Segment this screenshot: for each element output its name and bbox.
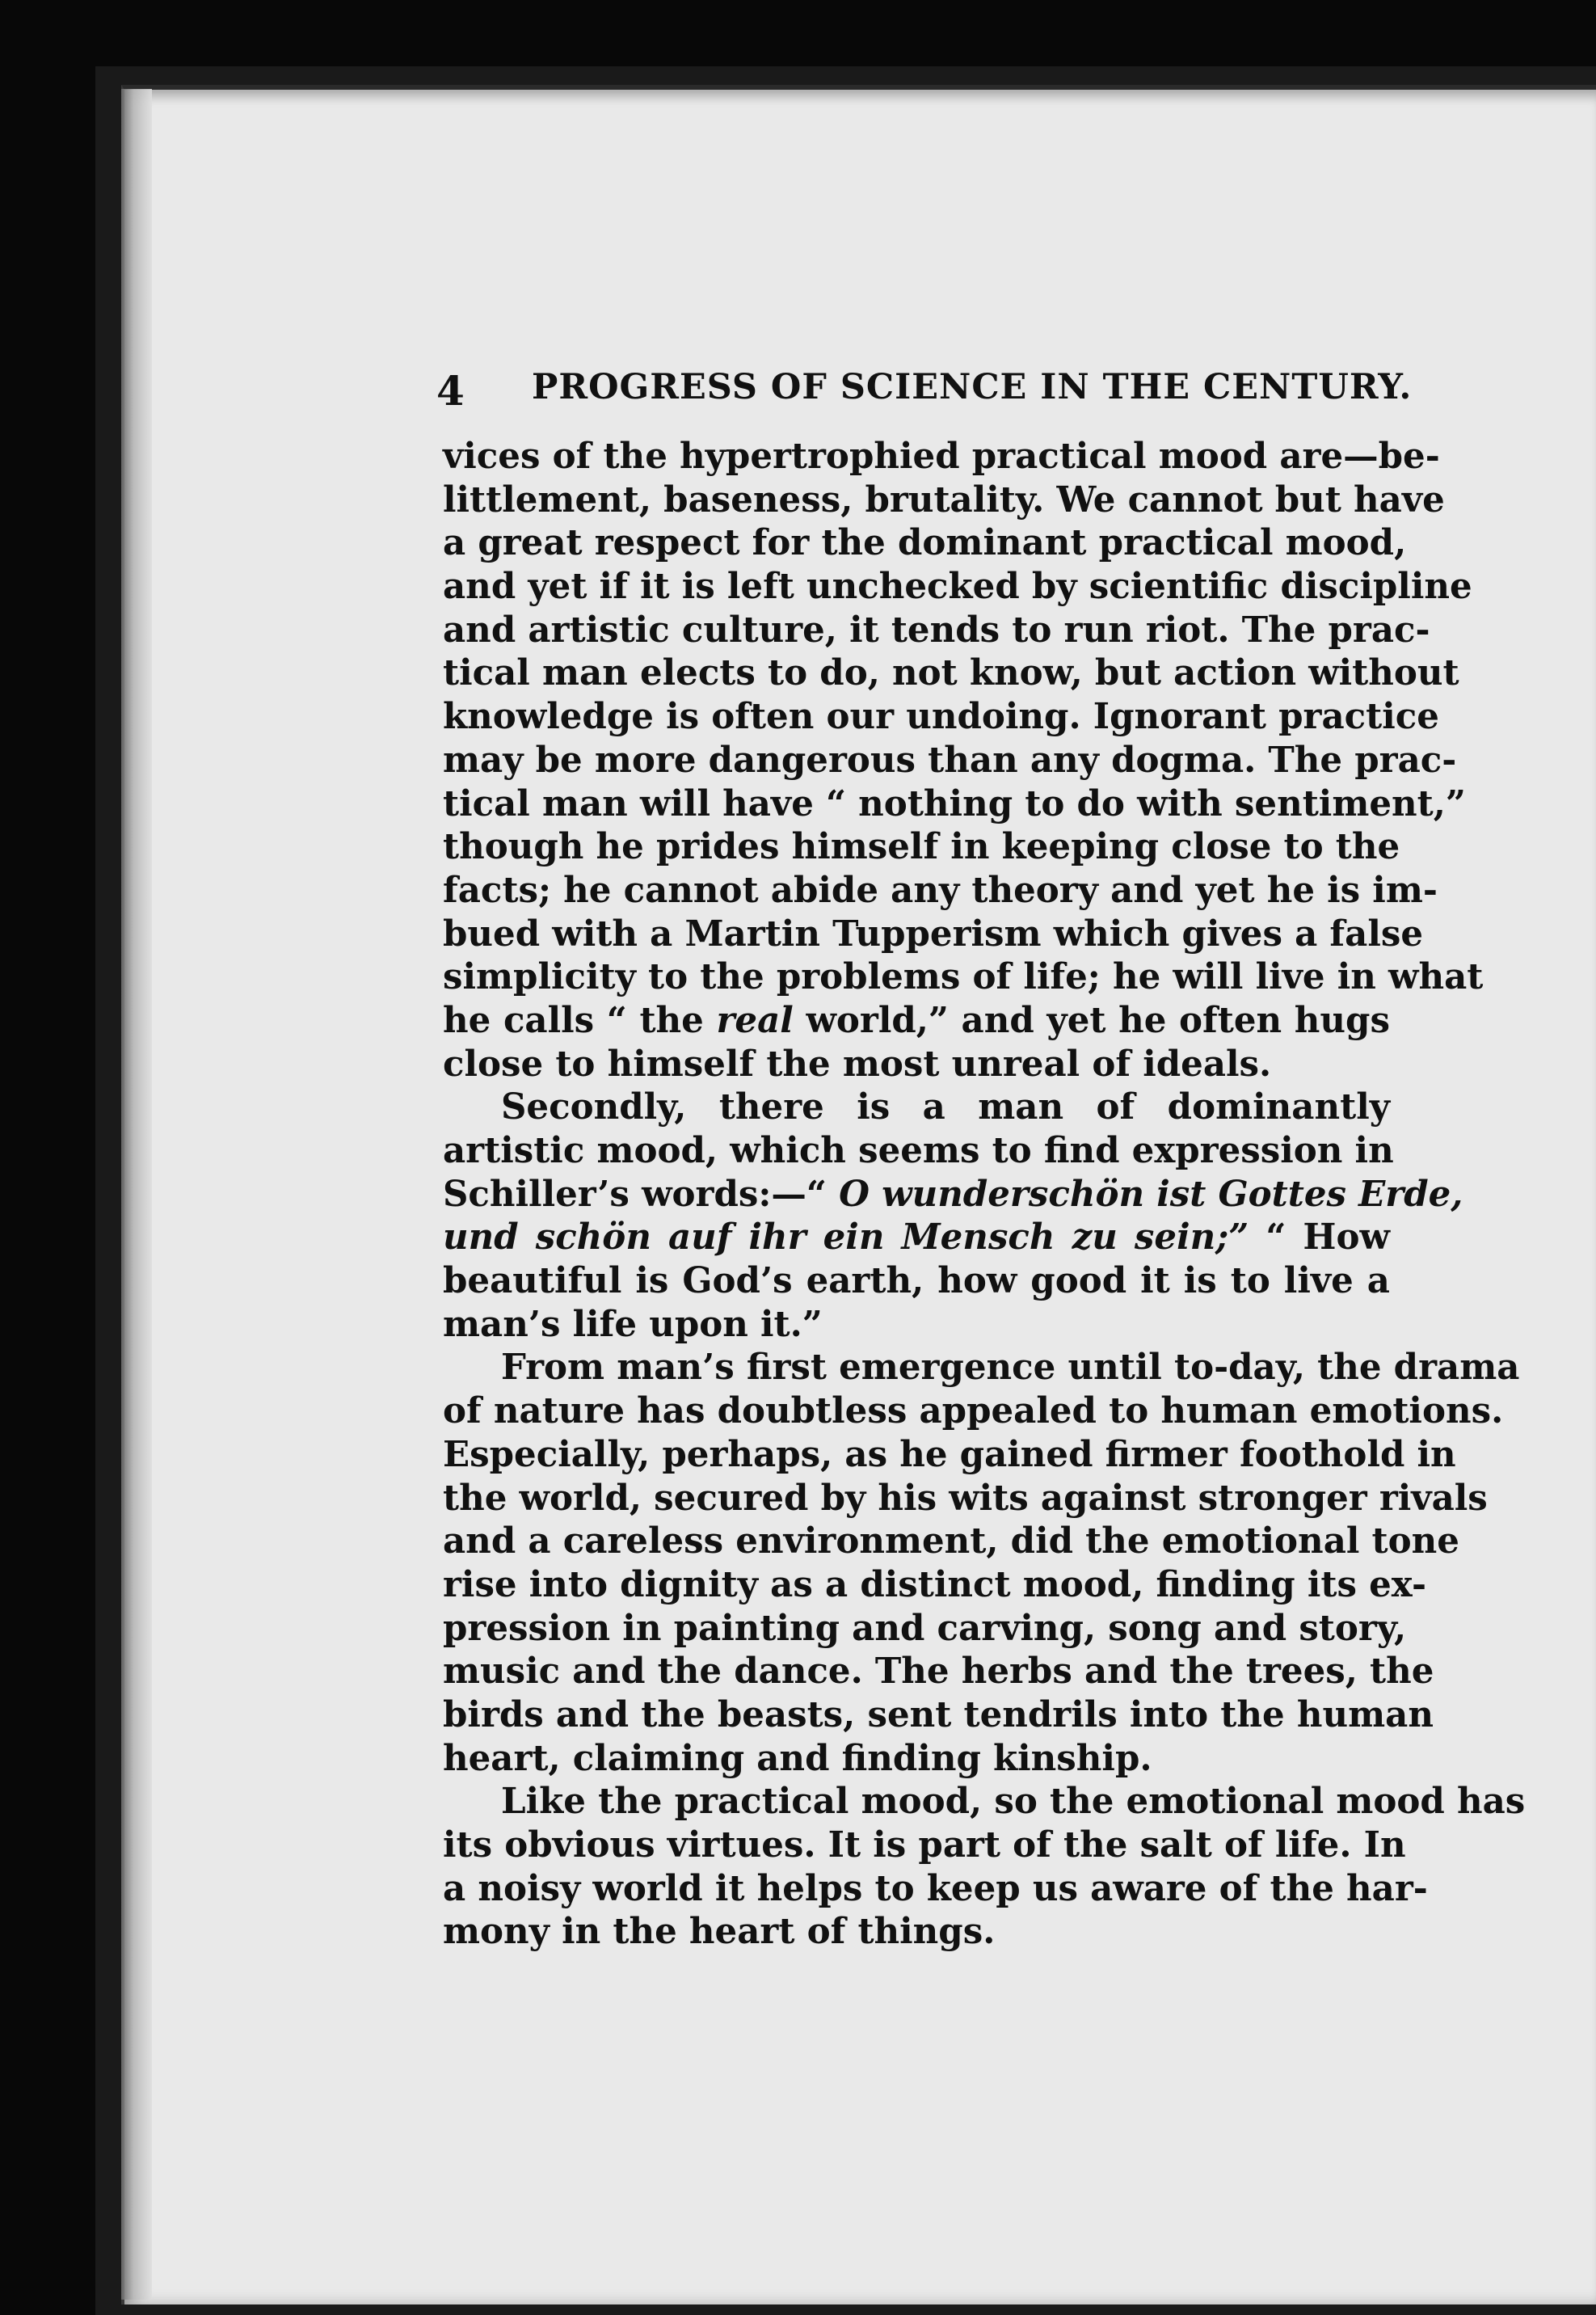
text-line: artistic mood, which seems to find expression in	[443, 1130, 1394, 1171]
italic-word: real	[716, 999, 794, 1041]
text-line: and artistic culture, it tends to run riot. The prac-	[443, 609, 1430, 651]
text-line: bued with a Martin Tupperism which gives a false	[443, 913, 1424, 955]
text-line: littlement, baseness, brutality. We cannot but have	[443, 479, 1445, 521]
text-line: vices of the hypertrophied practical mood are—be-	[443, 436, 1440, 477]
text-line: though he prides himself in keeping close to the	[443, 826, 1400, 868]
text-line: Especially, perhaps, as he gained firmer foothold in	[443, 1433, 1456, 1475]
text-line: rise into dignity as a distinct mood, finding its ex-	[443, 1563, 1427, 1605]
text-line	[443, 999, 1390, 1043]
text-line: close to himself the most unreal of ideals.	[443, 1043, 1272, 1085]
text-line: mony in the heart of things.	[443, 1911, 996, 1953]
text-line: a great respect for the dominant practical mood,	[443, 522, 1407, 564]
text-line: knowledge is often our undoing. Ignorant practice	[443, 696, 1439, 738]
text-line: and a careless environment, did the emotional tone	[443, 1520, 1459, 1562]
text-line: facts; he cannot abide any theory and yet he is im-	[443, 869, 1438, 911]
running-head-title: PROGRESS OF SCIENCE IN THE CENTURY.	[532, 367, 1413, 407]
text-line: Secondly, there is a man of dominantly	[501, 1086, 1390, 1128]
page-number: 4	[436, 367, 465, 415]
text-line: may be more dangerous than any dogma. The prac-	[443, 739, 1457, 781]
text-line: a noisy world it helps to keep us aware of the har-	[443, 1867, 1428, 1909]
text-line: tical man will have “ nothing to do with sentiment,”	[443, 782, 1466, 824]
text-fragment: Schiller’s words:—“	[443, 1173, 827, 1215]
text-line: Like the practical mood, so the emotional mood has	[501, 1781, 1526, 1823]
text-line: man’s life upon it.”	[443, 1303, 823, 1345]
text-line: birds and the beasts, sent tendrils into the human	[443, 1693, 1434, 1735]
text-line	[443, 1173, 1463, 1217]
text-line: its obvious virtues. It is part of the salt of life. In	[443, 1824, 1406, 1866]
text-fragment: world,” and yet he often hugs	[806, 999, 1390, 1041]
german-quote: und schön auf ihr ein Mensch zu sein;”	[443, 1217, 1249, 1259]
text-line: music and the dance. The herbs and the trees, the	[443, 1651, 1434, 1693]
text-line: beautiful is God’s earth, how good it is to live a	[443, 1260, 1390, 1302]
text-line: of nature has doubtless appealed to human emotions.	[443, 1390, 1504, 1432]
text-line: and yet if it is left unchecked by scientific discipline	[443, 566, 1472, 608]
body-text	[443, 435, 1526, 1954]
text-fragment: “ How	[1265, 1217, 1390, 1259]
text-line: tical man elects to do, not know, but action without	[443, 652, 1459, 694]
text-line: the world, secured by his wits against stronger rivals	[443, 1477, 1488, 1519]
running-head	[436, 356, 1413, 415]
page-gutter-shadow	[121, 89, 152, 2300]
text-line: simplicity to the problems of life; he will live in what	[443, 956, 1484, 998]
text-line: From man’s first emergence until to-day, the drama	[501, 1347, 1520, 1389]
text-fragment: he calls “ the	[443, 999, 704, 1041]
text-line: heart, claiming and finding kinship.	[443, 1737, 1152, 1779]
text-line: pression in painting and carving, song and story,	[443, 1607, 1407, 1649]
german-quote: O wunderschön ist Gottes Erde,	[839, 1173, 1463, 1215]
text-line	[443, 1216, 1390, 1259]
